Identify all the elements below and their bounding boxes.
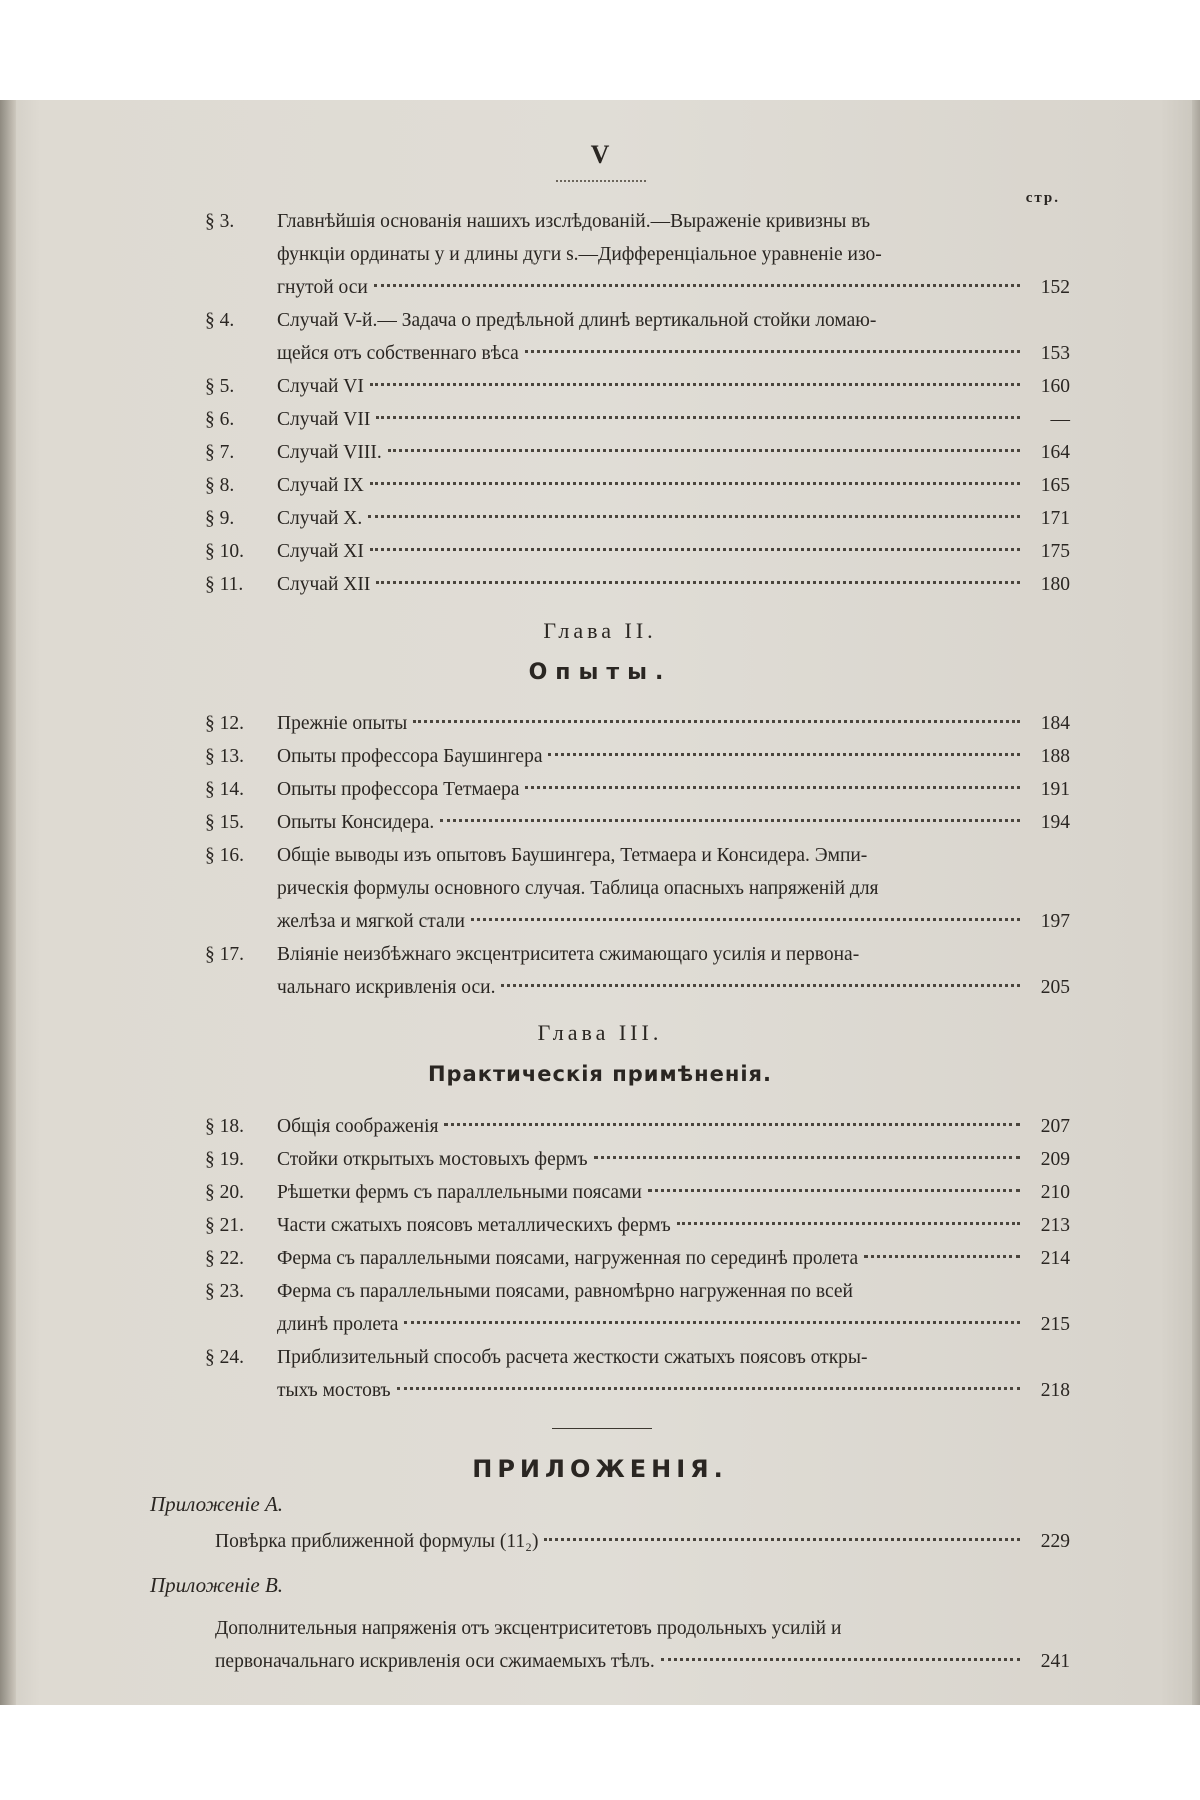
chapter-subtitle: Практическія примѣненія. (427, 1062, 773, 1086)
section-number: § 4. (205, 310, 235, 331)
dot-leader (501, 984, 1020, 987)
toc-entry-body (277, 1242, 1070, 1275)
section-number: § 11. (205, 574, 244, 595)
toc-entry-last-line (277, 502, 1070, 535)
section-number: § 6. (205, 409, 235, 430)
toc-entry-body (277, 502, 1070, 535)
dot-leader (548, 753, 1020, 756)
dot-leader (413, 720, 1020, 723)
section-number: § 13. (205, 746, 244, 767)
toc-entry-body (277, 773, 1070, 806)
toc-entry (205, 1143, 1070, 1176)
appendix-b-entry (215, 1612, 1070, 1678)
toc-entry-line: Вліяніе неизбѣжнаго эксцентриситета сжимающаго усилія и первона- (277, 944, 860, 965)
page-folio: V (590, 140, 610, 169)
section-number: § 9. (205, 508, 235, 529)
toc-entry-line: рическія формулы основного случая. Таблица опасныхъ напряженій для (277, 878, 879, 899)
dot-leader (525, 786, 1020, 789)
toc-entry (205, 568, 1070, 601)
toc-entry-text: гнутой оси (277, 277, 368, 298)
page-number: 180 (1040, 574, 1070, 595)
page-number: 160 (1040, 376, 1070, 397)
page-number: 214 (1040, 1248, 1070, 1269)
toc-entry (205, 370, 1070, 403)
toc-entry-last-line (277, 403, 1070, 436)
page-number: 197 (1040, 911, 1070, 932)
toc-entry-last-line (277, 1110, 1070, 1143)
chapter-title: Глава III. (537, 1020, 663, 1045)
section-number: § 12. (205, 713, 244, 734)
toc-entry-body (277, 568, 1070, 601)
toc-entry (205, 1275, 1070, 1341)
toc-entry-body (277, 1143, 1070, 1176)
toc-entry-body (277, 370, 1070, 403)
section-number: § 14. (205, 779, 244, 800)
toc-entry (205, 205, 1070, 304)
page-number: 191 (1040, 779, 1070, 800)
page-number: 171 (1040, 508, 1070, 529)
dot-leader (444, 1123, 1020, 1126)
page-column-header: стр. (1025, 190, 1060, 206)
toc-entry-line: функціи ординаты y и длины дуги s.—Дифференціальное уравненіе изо- (277, 244, 882, 265)
dot-leader (376, 416, 1020, 419)
toc-entry-last-line (277, 1308, 1070, 1341)
toc-chapter1-list (205, 205, 1070, 601)
toc-entry-text: Случай VI (277, 376, 364, 397)
dot-leader (374, 284, 1020, 287)
toc-entry-last-line (215, 1525, 1070, 1558)
toc-chapter3-list (205, 1110, 1070, 1407)
section-number: § 3. (205, 211, 235, 232)
dot-leader (397, 1387, 1020, 1390)
toc-entry (205, 1110, 1070, 1143)
page-number: 209 (1040, 1149, 1070, 1170)
folio-dotted-rule (556, 180, 646, 184)
page-number: 215 (1040, 1314, 1070, 1335)
appendices-title: ПРИЛОЖЕНІЯ. (472, 1455, 728, 1483)
page-number: 152 (1040, 277, 1070, 298)
toc-entry-body (277, 436, 1070, 469)
dot-leader (594, 1156, 1020, 1159)
toc-entry-last-line (277, 905, 1070, 938)
toc-entry-text: щейся отъ собственнаго вѣса (277, 343, 519, 364)
toc-entry-last-line (277, 1143, 1070, 1176)
toc-entry-text: Случай VII (277, 409, 371, 430)
page-number: 229 (1040, 1531, 1070, 1552)
toc-entry (205, 740, 1070, 773)
dot-leader (525, 350, 1020, 353)
toc-entry-last-line (277, 271, 1070, 304)
toc-entry (205, 1209, 1070, 1242)
page-number: 194 (1040, 812, 1070, 833)
appendix-a-label: Приложеніе А. (150, 1492, 284, 1516)
toc-entry-text: длинѣ пролета (277, 1314, 399, 1335)
dot-leader (370, 548, 1020, 551)
toc-entry (215, 1612, 1070, 1678)
toc-entry-last-line (277, 337, 1070, 370)
toc-entry (205, 1242, 1070, 1275)
section-number: § 16. (205, 845, 244, 866)
toc-entry (215, 1525, 1070, 1558)
chapter3-heading (0, 1020, 1200, 1086)
toc-entry-text: желѣза и мягкой стали (277, 911, 465, 932)
toc-entry (205, 403, 1070, 436)
section-number: § 8. (205, 475, 235, 496)
toc-entry (205, 304, 1070, 370)
page-number: 184 (1040, 713, 1070, 734)
toc-entry-text: Прежніе опыты (277, 713, 408, 734)
toc-entry (205, 806, 1070, 839)
dot-leader (404, 1321, 1020, 1324)
appendix-a-entry (215, 1525, 1070, 1558)
section-divider (552, 1428, 652, 1429)
toc-entry-body (277, 535, 1070, 568)
toc-entry-text: Опыты Консидера. (277, 812, 435, 833)
dot-leader (864, 1255, 1020, 1258)
toc-entry-last-line (215, 1645, 1070, 1678)
toc-entry-text: Случай XII (277, 574, 371, 595)
toc-entry-last-line (277, 707, 1070, 740)
toc-entry-text: чальнаго искривленія оси. (277, 977, 496, 998)
toc-entry-line: Дополнительныя напряженія отъ эксцентриситетовъ продольныхъ усилій и (215, 1618, 842, 1639)
section-number: § 20. (205, 1182, 244, 1203)
toc-entry-line: Случай V-й.— Задача о предѣльной длинѣ вертикальной стойки ломаю- (277, 310, 877, 331)
toc-entry-text: Опыты профессора Тетмаера (277, 779, 520, 800)
page-number: — (1050, 409, 1070, 430)
toc-entry-last-line (277, 370, 1070, 403)
section-number: § 5. (205, 376, 235, 397)
toc-entry (205, 469, 1070, 502)
toc-entry-body (277, 1176, 1070, 1209)
page-number: 210 (1040, 1182, 1070, 1203)
section-number: § 23. (205, 1281, 244, 1302)
toc-entry-body (277, 938, 1070, 1004)
section-number: § 22. (205, 1248, 244, 1269)
dot-leader (440, 819, 1020, 822)
toc-entry-last-line (277, 436, 1070, 469)
toc-entry-body (215, 1525, 1070, 1558)
page-number: 213 (1040, 1215, 1070, 1236)
toc-entry-line: Главнѣйшія основанія нашихъ изслѣдованій.—Выраженіе кривизны въ (277, 211, 871, 232)
section-number: § 21. (205, 1215, 244, 1236)
dot-leader (648, 1189, 1020, 1192)
page-number: 164 (1040, 442, 1070, 463)
toc-entry-text: Стойки открытыхъ мостовыхъ фермъ (277, 1149, 588, 1170)
dot-leader (368, 515, 1020, 518)
section-number: § 15. (205, 812, 244, 833)
dot-leader (370, 482, 1020, 485)
toc-entry-text: Случай IX (277, 475, 364, 496)
toc-entry-line: Ферма съ параллельными поясами, равномѣрно нагруженная по всей (277, 1281, 853, 1302)
toc-entry-last-line (277, 1242, 1070, 1275)
toc-entry-last-line (277, 469, 1070, 502)
toc-entry-body (277, 1341, 1070, 1407)
toc-entry-body (277, 740, 1070, 773)
toc-entry-body (277, 839, 1070, 938)
toc-entry (205, 707, 1070, 740)
page-number: 188 (1040, 746, 1070, 767)
toc-entry-text: Повѣрка приближенной формулы (11₂) (215, 1531, 539, 1552)
dot-leader (471, 918, 1020, 921)
toc-entry-text: Части сжатыхъ поясовъ металлическихъ фермъ (277, 1215, 671, 1236)
dot-leader (388, 449, 1020, 452)
toc-chapter2-list (205, 707, 1070, 1004)
toc-entry-text: Общія соображенія (277, 1116, 439, 1137)
toc-entry-body (277, 403, 1070, 436)
toc-entry (205, 938, 1070, 1004)
toc-entry (205, 436, 1070, 469)
toc-entry-text: Ферма съ параллельными поясами, нагруженная по серединѣ пролета (277, 1248, 859, 1269)
toc-entry (205, 1176, 1070, 1209)
toc-entry-last-line (277, 568, 1070, 601)
toc-entry-text: Случай VIII. (277, 442, 382, 463)
toc-entry-body (277, 707, 1070, 740)
section-number: § 7. (205, 442, 235, 463)
section-number: § 10. (205, 541, 244, 562)
dot-leader (661, 1658, 1020, 1661)
page-number: 218 (1040, 1380, 1070, 1401)
toc-entry-text: Рѣшетки фермъ съ параллельными поясами (277, 1182, 642, 1203)
toc-entry-line: Приблизительный способъ расчета жесткости сжатыхъ поясовъ откры- (277, 1347, 868, 1368)
toc-entry-body (277, 1275, 1070, 1341)
toc-entry-last-line (277, 740, 1070, 773)
page-number: 207 (1040, 1116, 1070, 1137)
page-number: 205 (1040, 977, 1070, 998)
chapter2-heading (0, 618, 1200, 685)
toc-entry (205, 502, 1070, 535)
dot-leader (677, 1222, 1020, 1225)
section-number: § 19. (205, 1149, 244, 1170)
toc-entry-text: тыхъ мостовъ (277, 1380, 391, 1401)
dot-leader (370, 383, 1020, 386)
toc-entry-text: первоначальнаго искривленія оси сжимаемыхъ тѣлъ. (215, 1651, 655, 1672)
page-number: 153 (1040, 343, 1070, 364)
toc-entry-body (215, 1612, 1070, 1678)
dot-leader (376, 581, 1020, 584)
toc-entry-last-line (277, 773, 1070, 806)
page-number: 165 (1040, 475, 1070, 496)
toc-entry-last-line (277, 1209, 1070, 1242)
toc-entry-text: Опыты профессора Баушингера (277, 746, 543, 767)
toc-entry-body (277, 1209, 1070, 1242)
toc-entry-text: Случай XI (277, 541, 364, 562)
toc-entry-body (277, 469, 1070, 502)
toc-entry-body (277, 1110, 1070, 1143)
section-number: § 17. (205, 944, 244, 965)
toc-entry (205, 839, 1070, 938)
toc-entry-last-line (277, 971, 1070, 1004)
toc-entry (205, 1341, 1070, 1407)
toc-entry-last-line (277, 1176, 1070, 1209)
toc-entry-last-line (277, 806, 1070, 839)
toc-entry-last-line (277, 535, 1070, 568)
section-number: § 18. (205, 1116, 244, 1137)
page-number: 175 (1040, 541, 1070, 562)
page-number: 241 (1040, 1651, 1070, 1672)
dot-leader (544, 1538, 1020, 1541)
chapter-subtitle: Опыты. (528, 660, 672, 685)
toc-entry-text: Случай X. (277, 508, 363, 529)
toc-entry-line: Общіе выводы изъ опытовъ Баушингера, Тетмаера и Консидера. Эмпи- (277, 845, 868, 866)
toc-entry-body (277, 205, 1070, 304)
toc-entry-body (277, 304, 1070, 370)
toc-entry-last-line (277, 1374, 1070, 1407)
chapter-title: Глава II. (543, 618, 657, 643)
toc-entry (205, 773, 1070, 806)
appendix-b-label: Приложеніе В. (150, 1573, 284, 1597)
toc-entry (205, 535, 1070, 568)
toc-entry-body (277, 806, 1070, 839)
section-number: § 24. (205, 1347, 244, 1368)
